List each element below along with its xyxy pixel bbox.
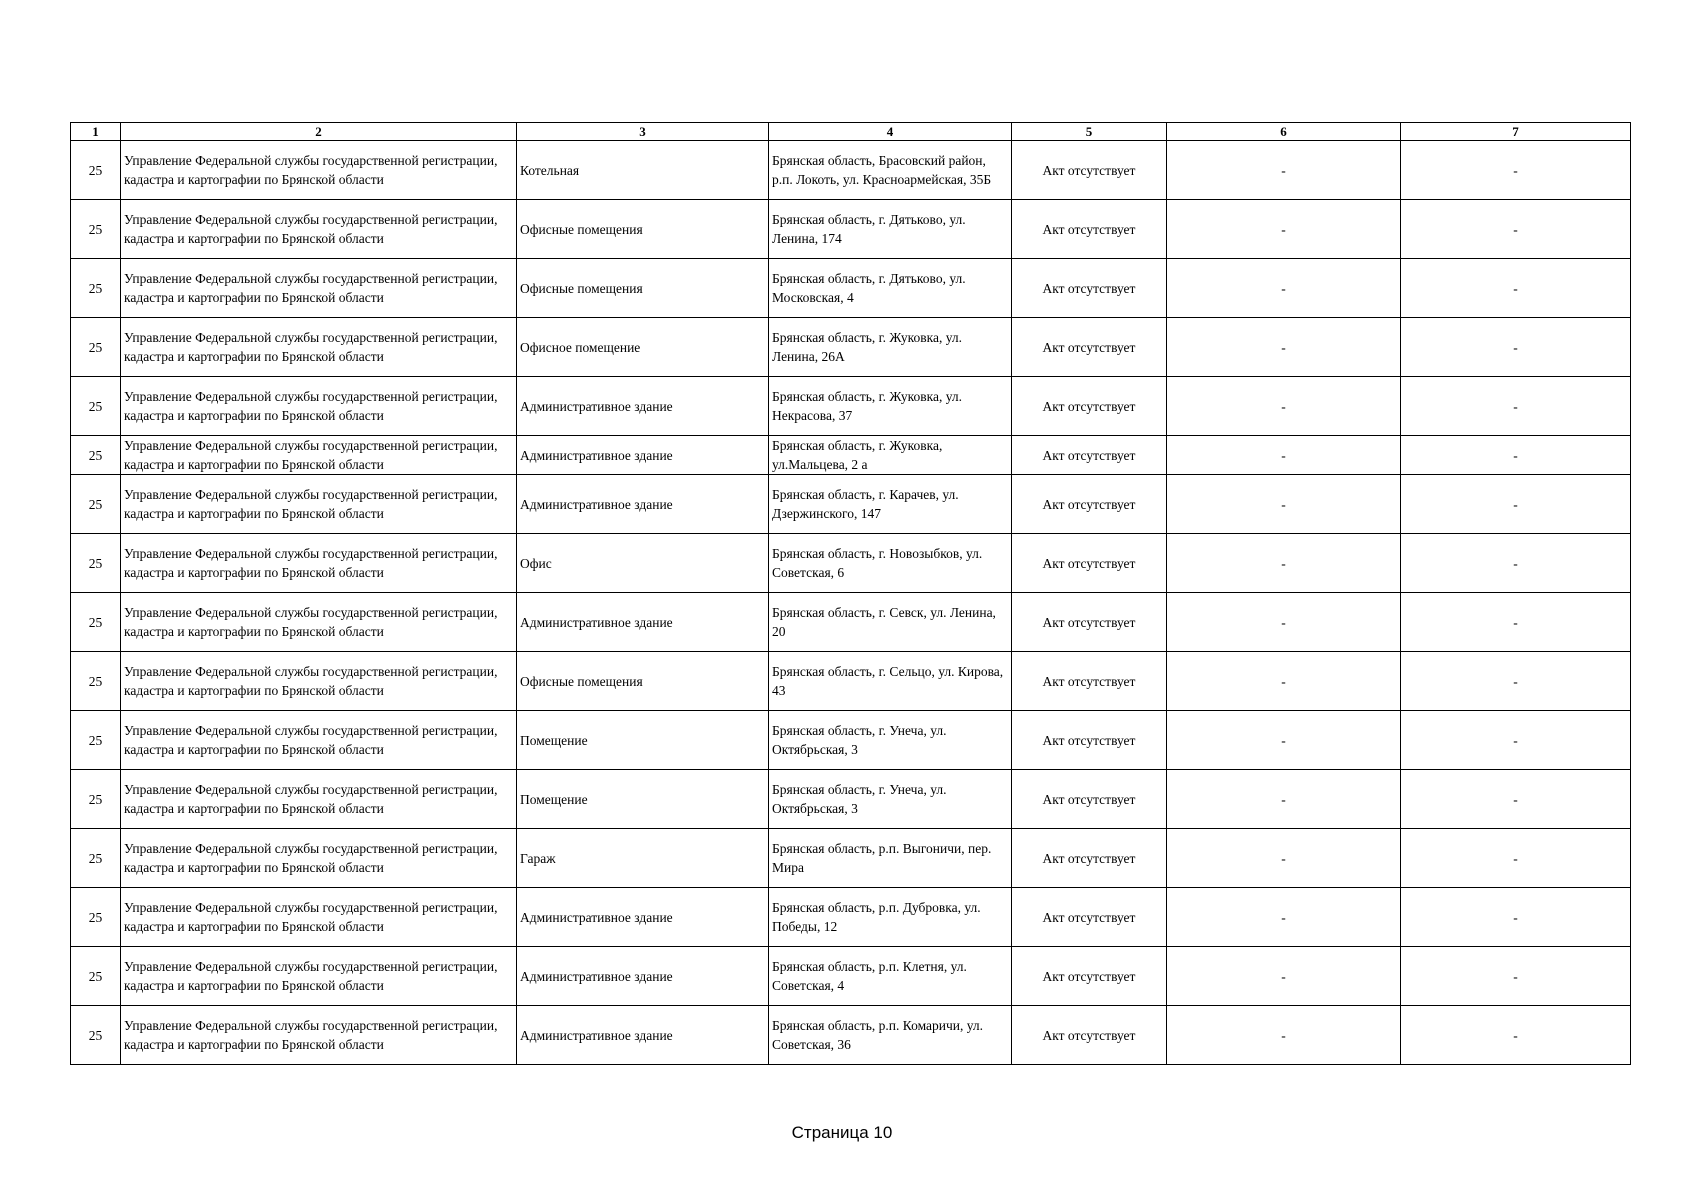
address-cell: Брянская область, р.п. Выгоничи, пер. Мира <box>769 829 1012 888</box>
organization-cell: Управление Федеральной службы государственной регистрации, кадастра и картографии по Брянской области <box>121 200 517 259</box>
address-cell: Брянская область, р.п. Комаричи, ул. Советская, 36 <box>769 1006 1012 1065</box>
column-6-cell: - <box>1167 200 1401 259</box>
object-cell: Офисные помещения <box>517 652 769 711</box>
table-row <box>71 318 1631 377</box>
organization-cell: Управление Федеральной службы государственной регистрации, кадастра и картографии по Брянской области <box>121 711 517 770</box>
organization-cell: Управление Федеральной службы государственной регистрации, кадастра и картографии по Брянской области <box>121 318 517 377</box>
act-cell: Акт отсутствует <box>1012 377 1167 436</box>
organization-cell: Управление Федеральной службы государственной регистрации, кадастра и картографии по Брянской области <box>121 888 517 947</box>
object-cell: Административное здание <box>517 888 769 947</box>
address-cell: Брянская область, г. Жуковка, ул.Мальцева, 2 а <box>769 436 1012 475</box>
organization-cell: Управление Федеральной службы государственной регистрации, кадастра и картографии по Брянской области <box>121 141 517 200</box>
address-cell: Брянская область, г. Унеча, ул. Октябрьская, 3 <box>769 770 1012 829</box>
column-6-cell: - <box>1167 829 1401 888</box>
column-header: 7 <box>1401 123 1631 141</box>
address-cell: Брянская область, р.п. Дубровка, ул. Победы, 12 <box>769 888 1012 947</box>
act-cell: Акт отсутствует <box>1012 259 1167 318</box>
table-row <box>71 475 1631 534</box>
column-header: 5 <box>1012 123 1167 141</box>
row-number: 25 <box>71 141 121 200</box>
organization-cell: Управление Федеральной службы государственной регистрации, кадастра и картографии по Брянской области <box>121 259 517 318</box>
column-7-cell: - <box>1401 534 1631 593</box>
column-6-cell: - <box>1167 770 1401 829</box>
address-cell: Брянская область, г. Севск, ул. Ленина, 20 <box>769 593 1012 652</box>
table-row <box>71 141 1631 200</box>
column-header: 1 <box>71 123 121 141</box>
row-number: 25 <box>71 829 121 888</box>
row-number: 25 <box>71 593 121 652</box>
column-6-cell: - <box>1167 593 1401 652</box>
row-number: 25 <box>71 888 121 947</box>
object-cell: Офисные помещения <box>517 259 769 318</box>
column-6-cell: - <box>1167 1006 1401 1065</box>
act-cell: Акт отсутствует <box>1012 947 1167 1006</box>
column-7-cell: - <box>1401 1006 1631 1065</box>
table-row <box>71 1006 1631 1065</box>
object-cell: Помещение <box>517 770 769 829</box>
organization-cell: Управление Федеральной службы государственной регистрации, кадастра и картографии по Брянской области <box>121 652 517 711</box>
object-cell: Административное здание <box>517 475 769 534</box>
column-6-cell: - <box>1167 534 1401 593</box>
row-number: 25 <box>71 475 121 534</box>
act-cell: Акт отсутствует <box>1012 711 1167 770</box>
row-number: 25 <box>71 534 121 593</box>
table-row <box>71 829 1631 888</box>
row-number: 25 <box>71 259 121 318</box>
table-row <box>71 377 1631 436</box>
column-7-cell: - <box>1401 947 1631 1006</box>
act-cell: Акт отсутствует <box>1012 475 1167 534</box>
act-cell: Акт отсутствует <box>1012 534 1167 593</box>
act-cell: Акт отсутствует <box>1012 652 1167 711</box>
object-cell: Административное здание <box>517 436 769 475</box>
table-row <box>71 770 1631 829</box>
object-cell: Помещение <box>517 711 769 770</box>
row-number: 25 <box>71 711 121 770</box>
column-7-cell: - <box>1401 770 1631 829</box>
column-7-cell: - <box>1401 593 1631 652</box>
column-6-cell: - <box>1167 652 1401 711</box>
address-cell: Брянская область, г. Новозыбков, ул. Советская, 6 <box>769 534 1012 593</box>
column-header: 6 <box>1167 123 1401 141</box>
table-row <box>71 711 1631 770</box>
column-7-cell: - <box>1401 377 1631 436</box>
object-cell: Гараж <box>517 829 769 888</box>
organization-cell: Управление Федеральной службы государственной регистрации, кадастра и картографии по Брянской области <box>121 1006 517 1065</box>
column-7-cell: - <box>1401 436 1631 475</box>
column-7-cell: - <box>1401 711 1631 770</box>
organization-cell: Управление Федеральной службы государственной регистрации, кадастра и картографии по Брянской области <box>121 377 517 436</box>
column-7-cell: - <box>1401 259 1631 318</box>
column-header: 3 <box>517 123 769 141</box>
table-row <box>71 888 1631 947</box>
column-6-cell: - <box>1167 711 1401 770</box>
table-row <box>71 652 1631 711</box>
act-cell: Акт отсутствует <box>1012 593 1167 652</box>
row-number: 25 <box>71 436 121 475</box>
address-cell: Брянская область, г. Дятьково, ул. Московская, 4 <box>769 259 1012 318</box>
row-number: 25 <box>71 318 121 377</box>
act-cell: Акт отсутствует <box>1012 318 1167 377</box>
address-cell: Брянская область, г. Жуковка, ул. Некрасова, 37 <box>769 377 1012 436</box>
organization-cell: Управление Федеральной службы государственной регистрации, кадастра и картографии по Брянской области <box>121 593 517 652</box>
object-cell: Административное здание <box>517 593 769 652</box>
organization-cell: Управление Федеральной службы государственной регистрации, кадастра и картографии по Брянской области <box>121 829 517 888</box>
table-row <box>71 534 1631 593</box>
column-6-cell: - <box>1167 947 1401 1006</box>
organization-cell: Управление Федеральной службы государственной регистрации, кадастра и картографии по Брянской области <box>121 475 517 534</box>
column-7-cell: - <box>1401 888 1631 947</box>
row-number: 25 <box>71 377 121 436</box>
act-cell: Акт отсутствует <box>1012 200 1167 259</box>
column-6-cell: - <box>1167 475 1401 534</box>
table-row <box>71 259 1631 318</box>
object-cell: Офисные помещения <box>517 200 769 259</box>
address-cell: Брянская область, г. Дятьково, ул. Ленина, 174 <box>769 200 1012 259</box>
row-number: 25 <box>71 770 121 829</box>
column-6-cell: - <box>1167 377 1401 436</box>
address-cell: Брянская область, р.п. Клетня, ул. Советская, 4 <box>769 947 1012 1006</box>
organization-cell: Управление Федеральной службы государственной регистрации, кадастра и картографии по Брянской области <box>121 436 517 475</box>
act-cell: Акт отсутствует <box>1012 770 1167 829</box>
row-number: 25 <box>71 200 121 259</box>
address-cell: Брянская область, г. Сельцо, ул. Кирова, 43 <box>769 652 1012 711</box>
address-cell: Брянская область, г. Карачев, ул. Дзержинского, 147 <box>769 475 1012 534</box>
row-number: 25 <box>71 1006 121 1065</box>
column-7-cell: - <box>1401 200 1631 259</box>
table-row <box>71 593 1631 652</box>
table-header-row <box>71 123 1631 141</box>
column-7-cell: - <box>1401 141 1631 200</box>
object-cell: Котельная <box>517 141 769 200</box>
row-number: 25 <box>71 947 121 1006</box>
object-cell: Административное здание <box>517 1006 769 1065</box>
column-header: 4 <box>769 123 1012 141</box>
organization-cell: Управление Федеральной службы государственной регистрации, кадастра и картографии по Брянской области <box>121 770 517 829</box>
table-row <box>71 947 1631 1006</box>
column-7-cell: - <box>1401 829 1631 888</box>
column-6-cell: - <box>1167 141 1401 200</box>
column-7-cell: - <box>1401 318 1631 377</box>
object-cell: Офисное помещение <box>517 318 769 377</box>
act-cell: Акт отсутствует <box>1012 829 1167 888</box>
act-cell: Акт отсутствует <box>1012 141 1167 200</box>
column-7-cell: - <box>1401 652 1631 711</box>
object-cell: Офис <box>517 534 769 593</box>
column-6-cell: - <box>1167 436 1401 475</box>
object-cell: Административное здание <box>517 377 769 436</box>
object-cell: Административное здание <box>517 947 769 1006</box>
column-6-cell: - <box>1167 318 1401 377</box>
address-cell: Брянская область, Брасовский район, р.п. Локоть, ул. Красноармейская, 35Б <box>769 141 1012 200</box>
table-row <box>71 200 1631 259</box>
organization-cell: Управление Федеральной службы государственной регистрации, кадастра и картографии по Брянской области <box>121 947 517 1006</box>
column-7-cell: - <box>1401 475 1631 534</box>
page-number: Страница 10 <box>791 1123 893 1142</box>
column-header: 2 <box>121 123 517 141</box>
act-cell: Акт отсутствует <box>1012 888 1167 947</box>
column-6-cell: - <box>1167 259 1401 318</box>
registry-table <box>70 122 1631 1065</box>
table-body <box>71 141 1631 1065</box>
column-6-cell: - <box>1167 888 1401 947</box>
act-cell: Акт отсутствует <box>1012 436 1167 475</box>
table-row <box>71 436 1631 475</box>
act-cell: Акт отсутствует <box>1012 1006 1167 1065</box>
address-cell: Брянская область, г. Жуковка, ул. Ленина, 26А <box>769 318 1012 377</box>
address-cell: Брянская область, г. Унеча, ул. Октябрьская, 3 <box>769 711 1012 770</box>
organization-cell: Управление Федеральной службы государственной регистрации, кадастра и картографии по Брянской области <box>121 534 517 593</box>
row-number: 25 <box>71 652 121 711</box>
